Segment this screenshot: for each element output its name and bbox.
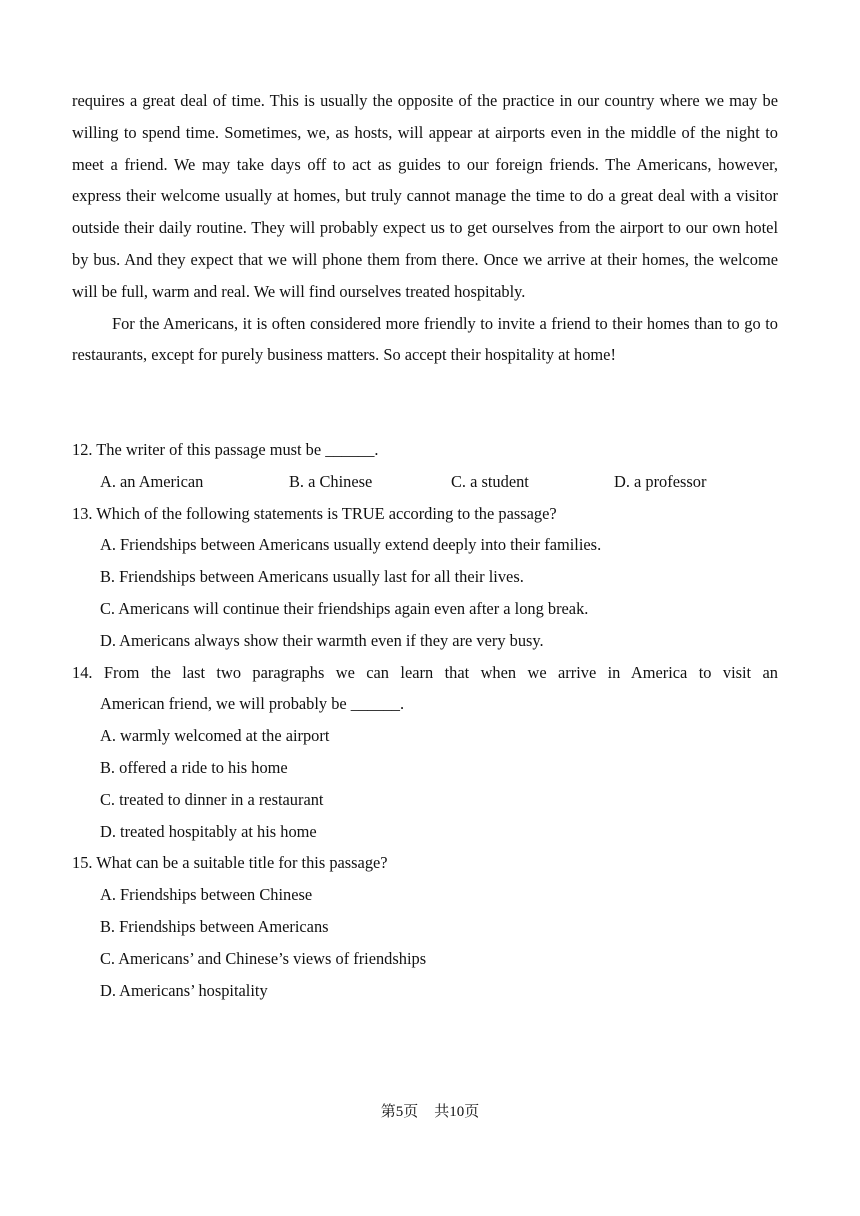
option-d: D. treated hospitably at his home xyxy=(100,821,317,841)
option-d: D. Americans always show their warmth even if they are very busy. xyxy=(100,630,544,650)
option-c: C. Americans’ and Chinese’s views of friendships xyxy=(100,948,427,968)
option-row xyxy=(72,466,778,498)
question-14 xyxy=(72,657,778,848)
question-list xyxy=(72,434,778,1006)
option-a: A. warmly welcomed at the airport xyxy=(100,726,330,746)
page-total: 共10页 xyxy=(434,1104,480,1120)
question-13 xyxy=(72,498,778,657)
passage-paragraph-1: requires a great deal of time. This is usually the opposite of the practice in our country where we may be willing to spend time. Sometimes, we, as hosts, will appear at airports even in the middle of the night to meet a friend. We may take days off to act as guides to our foreign friends. The Americans, however, express their welcome usually at homes, but truly cannot manage the time to do a great deal with a visitor outside their daily routine. They will probably expect us to get ourselves from the airport to our own hotel by bus. And they expect that we will phone them from there. Once we arrive at their homes, the welcome will be full, warm and real. We will find ourselves treated hospitably. xyxy=(72,91,778,301)
question-stem-continued: American friend, we will probably be ______. xyxy=(100,694,405,714)
question-stem: 14. From the last two paragraphs we can learn that when we arrive in America to visit an xyxy=(72,662,778,682)
question-stem: 12. The writer of this passage must be ______. xyxy=(72,440,379,459)
option-c: C. a student xyxy=(451,471,529,491)
reading-passage xyxy=(72,85,778,371)
question-stem: 15. What can be a suitable title for this passage? xyxy=(72,853,388,873)
question-12 xyxy=(72,434,778,498)
option-d: D. a professor xyxy=(614,471,707,491)
page-footer xyxy=(0,1100,860,1121)
option-b: B. offered a ride to his home xyxy=(100,757,288,777)
option-c: C. treated to dinner in a restaurant xyxy=(100,789,324,809)
question-15 xyxy=(72,847,778,1006)
option-d: D. Americans’ hospitality xyxy=(100,980,268,1000)
option-b: B. Friendships between Americans xyxy=(100,916,329,936)
question-stem: 13. Which of the following statements is TRUE according to the passage? xyxy=(72,503,557,523)
option-c: C. Americans will continue their friendships again even after a long break. xyxy=(100,598,589,618)
option-a: A. Friendships between Americans usually extend deeply into their families. xyxy=(100,535,602,555)
option-a: A. an American xyxy=(100,471,204,491)
passage-paragraph-2: For the Americans, it is often considered more friendly to invite a friend to their homes than to go to restaurants, except for purely business matters. So accept their hospitality at home! xyxy=(72,313,778,365)
page-number: 第5页 xyxy=(380,1104,419,1120)
option-b: B. Friendships between Americans usually last for all their lives. xyxy=(100,567,524,587)
option-a: A. Friendships between Chinese xyxy=(100,885,313,905)
option-b: B. a Chinese xyxy=(289,471,373,491)
